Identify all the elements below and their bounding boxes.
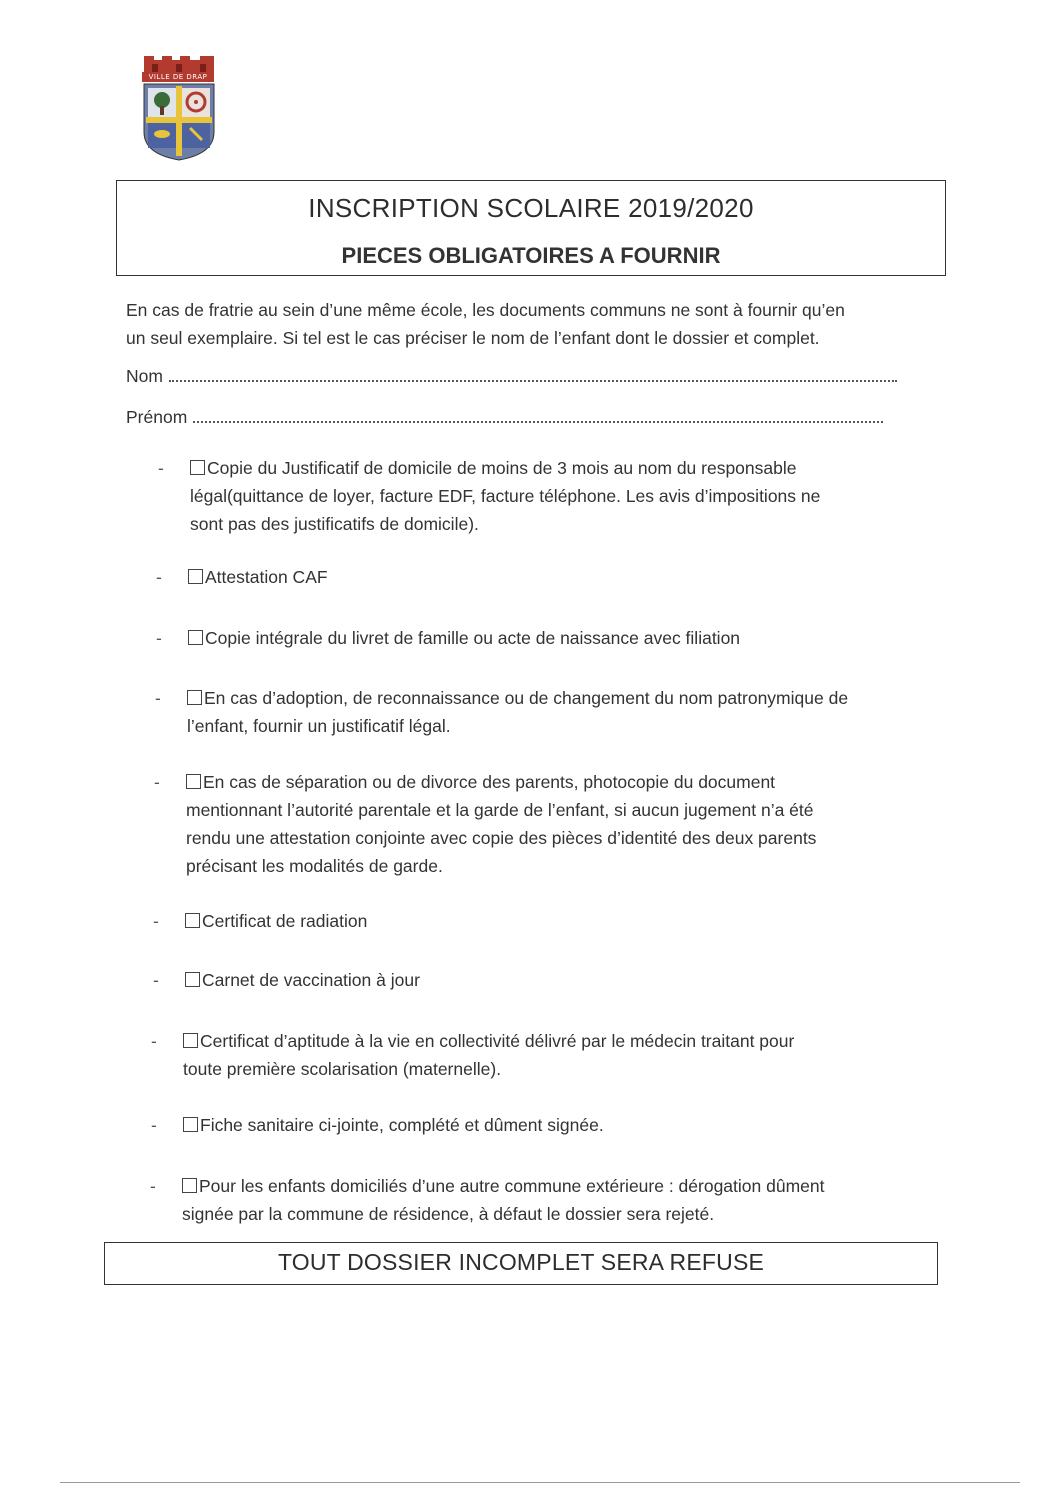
header-box (116, 180, 946, 276)
checklist-item (155, 684, 849, 740)
item-text: Copie du Justificatif de domicile de moins de 3 mois au nom du responsable (207, 458, 797, 478)
checklist-item (156, 563, 328, 591)
checklist-item (151, 1111, 604, 1139)
intro-line-2: un seul exemplaire. Si tel est le cas préciser le nom de l’enfant dont le dossier et complet. (126, 328, 820, 348)
item-text: En cas de séparation ou de divorce des parents, photocopie du document (203, 772, 776, 792)
checkbox-icon[interactable] (188, 569, 203, 584)
list-dash: - (153, 970, 159, 990)
item-text: sont pas des justificatifs de domicile). (190, 514, 479, 534)
item-text: l’enfant, fournir un justificatif légal. (187, 716, 451, 736)
checklist-item (154, 768, 817, 880)
item-text: Fiche sanitaire ci-jointe, complété et dûment signée. (200, 1115, 604, 1135)
checklist-item (156, 624, 741, 652)
town-crest-logo (138, 54, 220, 164)
checklist-item (158, 454, 821, 538)
list-dash: - (151, 1115, 157, 1135)
document-subtitle: PIECES OBLIGATOIRES A FOURNIR (341, 243, 721, 268)
footer-warning-text: TOUT DOSSIER INCOMPLET SERA REFUSE (277, 1249, 765, 1275)
item-text: toute première scolarisation (maternelle). (183, 1059, 502, 1079)
checklist-item (150, 1172, 825, 1228)
item-text: rendu une attestation conjointe avec copie des pièces d’identité des deux parents (186, 828, 817, 848)
item-text: Certificat de radiation (202, 911, 368, 931)
checklist-item (151, 1027, 795, 1083)
list-dash: - (150, 1176, 156, 1196)
item-text: Attestation CAF (205, 567, 328, 587)
item-text: Copie intégrale du livret de famille ou acte de naissance avec filiation (205, 628, 741, 648)
item-text: En cas d’adoption, de reconnaissance ou de changement du nom patronymique de (204, 688, 849, 708)
item-text: signée par la commune de résidence, à défaut le dossier sera rejeté. (182, 1204, 715, 1224)
list-dash: - (151, 1031, 157, 1051)
list-dash: - (158, 458, 164, 478)
document-title: INSCRIPTION SCOLAIRE 2019/2020 (308, 193, 754, 223)
item-text: légal(quittance de loyer, facture EDF, facture téléphone. Les avis d’impositions ne (190, 486, 821, 506)
nom-dotted-line[interactable] (169, 379, 897, 382)
checkbox-icon[interactable] (186, 774, 201, 789)
item-text: mentionnant l’autorité parentale et la garde de l’enfant, si aucun jugement n’a été (186, 800, 814, 820)
checkbox-icon[interactable] (188, 630, 203, 645)
checkbox-icon[interactable] (183, 1033, 198, 1048)
prenom-field[interactable] (126, 407, 916, 428)
checklist-item (153, 907, 368, 935)
page-bottom-divider (60, 1482, 1020, 1483)
checkbox-icon[interactable] (185, 913, 200, 928)
list-dash: - (156, 628, 162, 648)
list-dash: - (156, 567, 162, 587)
item-text: Pour les enfants domiciliés d’une autre commune extérieure : dérogation dûment (199, 1176, 825, 1196)
list-dash: - (153, 911, 159, 931)
nom-field[interactable] (126, 366, 916, 387)
item-text: Carnet de vaccination à jour (202, 970, 420, 990)
prenom-label: Prénom (126, 407, 188, 427)
crest-banner-text: VILLE DE DRAP (142, 72, 214, 82)
footer-warning-box (104, 1242, 938, 1285)
intro-paragraph (126, 296, 946, 352)
nom-label: Nom (126, 366, 163, 386)
checkbox-icon[interactable] (190, 460, 205, 475)
item-text: Certificat d’aptitude à la vie en collectivité délivré par le médecin traitant pour (200, 1031, 795, 1051)
intro-line-1: En cas de fratrie au sein d’une même école, les documents communs ne sont à fournir qu’en (126, 300, 845, 320)
checkbox-icon[interactable] (183, 1117, 198, 1132)
crest-shield-icon (138, 54, 220, 164)
checkbox-icon[interactable] (182, 1178, 197, 1193)
checklist-item (153, 966, 420, 994)
prenom-dotted-line[interactable] (193, 420, 883, 423)
checkbox-icon[interactable] (187, 690, 202, 705)
checkbox-icon[interactable] (185, 972, 200, 987)
list-dash: - (154, 772, 160, 792)
list-dash: - (155, 688, 161, 708)
item-text: précisant les modalités de garde. (186, 856, 443, 876)
